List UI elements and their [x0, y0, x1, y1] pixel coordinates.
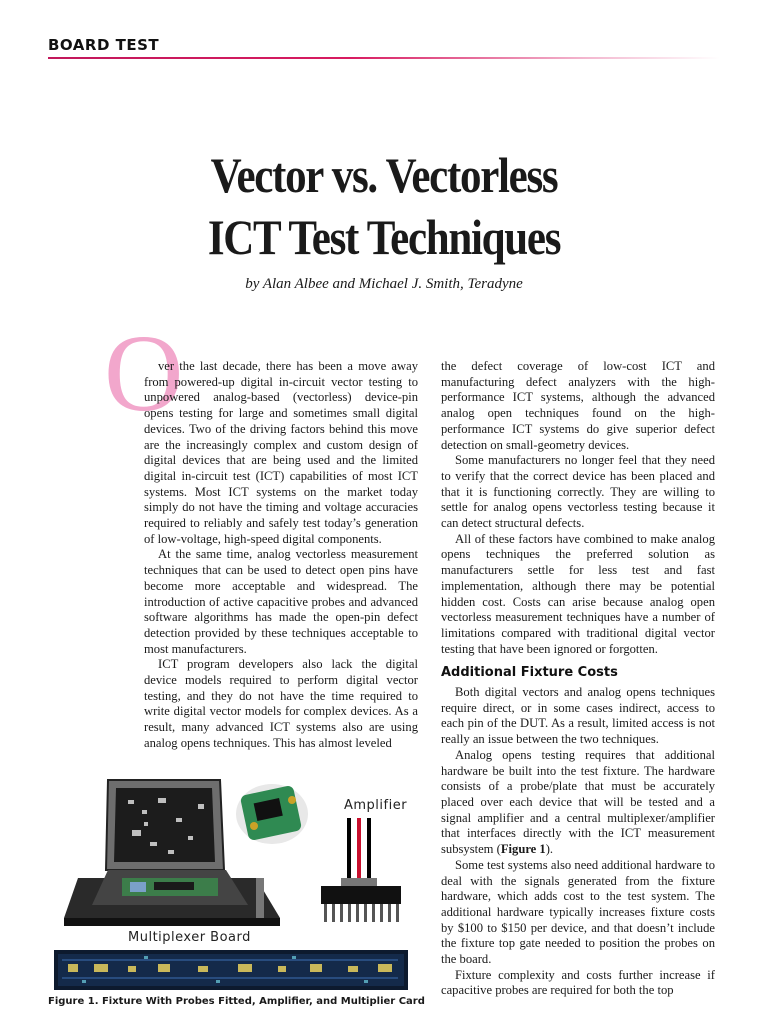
paragraph: At the same time, analog vectorless measurement techniques that can be used to detect open pins have become more acceptable and widespread. The introduction of active capacitive probes and advanced software algorithms has made the open-pin defect detection provided by these techniques acceptable to most manufacturers.: [144, 547, 418, 656]
paragraph: ver the last decade, there has been a move away from powered-up digital in-circuit vector testing to unpowered analog-based (vectorless) device-pin opens testing for large and sometimes small digital devices. Two of the driving factors behind this move are the increasingly complex and custom design of digital devices that are being used and the limited digital in-circuit test (ICT) capabilities of most ICT systems. Most ICT systems on the market today simply do not have the timing and voltage accuracies required to reliably and safely test today’s generation of low-voltage, high-speed digital components.: [144, 359, 418, 546]
title-line-1: Vector vs. Vectorless: [210, 147, 558, 203]
multiplexer-label: Multiplexer Board: [128, 930, 251, 945]
title-line-2: ICT Test Techniques: [207, 209, 561, 265]
subheading: Additional Fixture Costs: [441, 665, 618, 681]
column-1: [144, 359, 418, 752]
paragraph: Fixture complexity and costs further increase if capacitive probes are required for both the top: [441, 967, 715, 998]
probe-diagram: [321, 818, 401, 922]
section-tag: BOARD TEST: [48, 36, 160, 54]
amplifier-image: [236, 784, 308, 844]
figure-reference[interactable]: Figure 1: [500, 842, 546, 857]
paragraph: Some manufacturers no longer feel that they need to verify that the correct device has been placed and that it is functioning correctly. They are willing to settle for analog opens vectorless testing because it can detect structural defects.: [441, 453, 715, 531]
paragraph: All of these factors have combined to make analog opens techniques the preferred solution as manufacturers settle for less test and fast implementation, although there may be potential hidden cost. Costs can arise because analog open vectorless measurement techniques have a number of limitations compared with traditional digital vector testing that have been ignored or forgotten.: [441, 531, 715, 656]
multiplexer-board-image: [54, 950, 408, 990]
paragraph-text: Analog opens testing requires that additional hardware be built into the test fixture. The hardware consists of a probe/plate that must be accurately placed over each device that will be tested and a signal amplifier and a central multiplexer/amplifier that interfaces directly with the ICT measurement subsystem (: [441, 747, 715, 857]
figure-1: [48, 770, 420, 995]
column-2: [441, 359, 715, 999]
paragraph: ICT program developers also lack the digital device models required to perform digital vector testing, and they do not have the time required to write digital vector models for complex devices. As a result, many advanced ICT systems also are using analog opens techniques. This has almost leveled: [144, 657, 418, 750]
byline: by Alan Albee and Michael J. Smith, Teradyne: [245, 276, 523, 292]
article-title: [54, 144, 714, 268]
paragraph: the defect coverage of low-cost ICT and manufacturing defect analyzers with the high-performance ICT systems, although the advanced analog open techniques found on the high-performance ICT systems do give superior defect detection on small-geometry devices.: [441, 359, 715, 452]
figure-caption: Figure 1. Fixture With Probes Fitted, Amplifier, and Multiplier Card: [48, 996, 425, 1007]
paragraph: [441, 748, 715, 858]
paragraph: Some test systems also need additional hardware to deal with the signals generated from the fixture hardware, which adds cost to the test system. The additional hardware typically increases fixture costs by $100 to $150 per device, and that doesn’t include the fixture top gate needed to position the probes on the board.: [441, 857, 715, 967]
paragraph-text-end: ).: [545, 842, 554, 857]
drop-cap: O: [104, 312, 184, 434]
section-rule: [48, 57, 720, 59]
paragraph: Both digital vectors and analog opens techniques require direct, or in some cases indirect, access to each pin of the DUT. As a result, limited access is not really an issue between the two techniques.: [441, 685, 715, 747]
amplifier-label: Amplifier: [344, 798, 408, 813]
